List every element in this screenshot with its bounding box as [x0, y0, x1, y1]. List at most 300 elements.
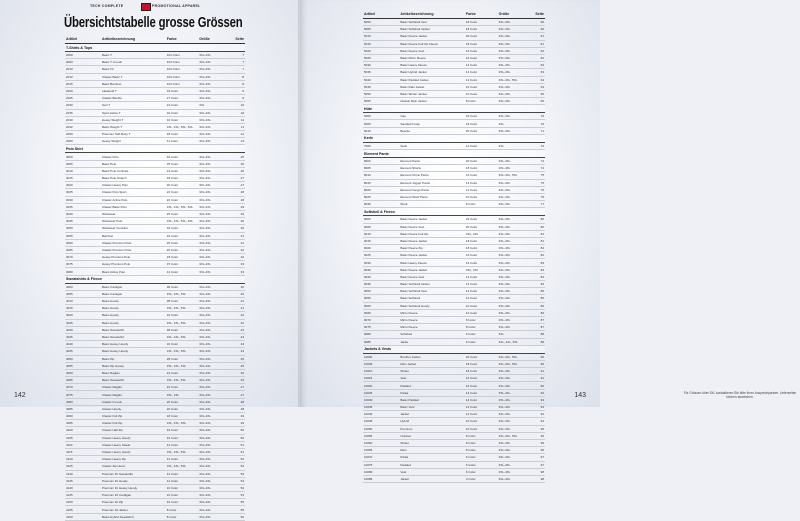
cell-size: 3XL-4XL: [198, 182, 227, 189]
col-header-page: Seite: [227, 35, 245, 44]
table-row: [363, 266, 545, 273]
cell-article: 3000: [65, 153, 101, 160]
cell-page: 42: [227, 312, 245, 319]
cell-page: 12: [227, 131, 245, 138]
table-row: [363, 252, 545, 259]
table-row: [65, 348, 245, 355]
cell-page: 56: [227, 513, 245, 520]
cell-color: 18 Color: [465, 360, 498, 367]
cell-page: 55: [227, 506, 245, 513]
cell-page: 50: [227, 434, 245, 441]
cell-article: 2060: [65, 138, 101, 145]
table-row: [65, 326, 245, 333]
cell-article: 3060: [65, 239, 101, 246]
table-row: [65, 153, 245, 160]
cell-page: 97: [527, 461, 545, 468]
table-row: [65, 333, 245, 340]
cell-description: Classic Hoody: [101, 405, 166, 412]
cell-page: 94: [527, 418, 545, 425]
cell-description: Basic Vest: [399, 404, 465, 411]
cell-color: 6 Color: [465, 331, 498, 338]
cell-article: 3020: [65, 182, 101, 189]
cell-color: 8 Color: [166, 513, 198, 520]
cell-size: 3XL-4XL: [498, 158, 527, 165]
section-header-row: [65, 145, 245, 153]
cell-page: 74: [527, 165, 545, 172]
table-row: [363, 432, 545, 439]
cell-size: 3XL: [498, 331, 527, 338]
cell-page: 7: [227, 52, 245, 59]
cell-article: 5005: [363, 26, 399, 33]
cell-color: 20 Color: [465, 158, 498, 165]
table-row: [65, 59, 245, 66]
table-row: [363, 47, 545, 54]
cell-article: 5035: [363, 69, 399, 76]
cell-description: Basic Heavy Fleece: [399, 259, 465, 266]
page-number-left: 142: [14, 392, 26, 399]
table-row: [65, 456, 245, 463]
cell-size: 3XL-4XL: [498, 259, 527, 266]
cell-article: 9065: [363, 309, 399, 316]
col-header-size: Größe: [498, 10, 527, 19]
cell-size: 3XL-4XL: [198, 116, 227, 123]
cell-size: 3XL-4XL: [498, 461, 527, 468]
cell-page: 62: [527, 47, 545, 54]
cell-description: Basic Sweatshirt: [101, 326, 166, 333]
cell-page: 96: [527, 439, 545, 446]
table-row: [363, 418, 545, 425]
cell-color: 20 Color: [465, 223, 498, 230]
cell-size: 3XL-4XL: [498, 230, 527, 237]
cell-page: 46: [227, 369, 245, 376]
cell-article: 4160: [65, 513, 101, 520]
table-row: [363, 90, 545, 97]
cell-article: 2003: [65, 59, 101, 66]
cell-page: 88: [527, 338, 545, 345]
cell-page: 75: [527, 172, 545, 179]
cell-size: 3XL: [498, 120, 527, 127]
table-row: [363, 76, 545, 83]
cell-page: 28: [227, 196, 245, 203]
cell-color: 3XL, 4XL, 5XL: [166, 305, 198, 312]
cell-page: 28: [227, 189, 245, 196]
cell-size: 3XL-4XL: [498, 266, 527, 273]
cell-description: Heavy Premium Polo: [101, 261, 166, 268]
cell-description: Workwear: [101, 210, 166, 217]
cell-color: 24 Color: [166, 369, 198, 376]
table-row: [65, 484, 245, 491]
table-row: [65, 102, 245, 109]
cell-size: 3XL-4XL: [498, 19, 527, 26]
cell-description: Work: [399, 201, 465, 208]
cell-color: 14 Color: [465, 389, 498, 396]
cell-description: Basic Winter Jacket: [399, 90, 465, 97]
cell-description: Basic Fleece Zip: [399, 245, 465, 252]
table-row: [65, 463, 245, 470]
table-row: [65, 377, 245, 384]
table-row: [363, 216, 545, 223]
cell-page: 65: [527, 98, 545, 105]
cell-article: 10060: [363, 439, 399, 446]
cell-description: Element Shorts: [399, 165, 465, 172]
cell-article: 10005: [363, 360, 399, 367]
cell-color: 6 Color: [465, 338, 498, 345]
table-row: [363, 142, 545, 149]
cell-color: 103 Color: [166, 59, 198, 66]
table-row: [363, 475, 545, 482]
cell-size: 3XL-4XL: [198, 290, 227, 297]
cell-page: 30: [227, 225, 245, 232]
table-row: [65, 513, 245, 520]
section-header-row: [65, 44, 245, 52]
table-row: [65, 427, 245, 434]
cell-article: 4075: [65, 391, 101, 398]
col-header-size: Größe: [198, 35, 227, 44]
cell-article: 9005: [363, 223, 399, 230]
cell-article: 8005: [363, 165, 399, 172]
table-row: [363, 62, 545, 69]
cell-size: 3XL: [498, 142, 527, 149]
cell-color: 3XL, 4XL, 5XL: [166, 420, 198, 427]
cell-description: Classic Full Zip: [101, 413, 166, 420]
section-title: T-Shirts & Tops: [65, 44, 245, 52]
cell-page: 87: [527, 316, 545, 323]
table-row: [65, 254, 245, 261]
cell-color: 20 Color: [465, 127, 498, 134]
cell-page: 50: [227, 427, 245, 434]
col-header-article: Artikel: [65, 35, 101, 44]
cell-size: 3XL-4XL: [198, 384, 227, 391]
cell-article: 5040: [363, 76, 399, 83]
cell-size: 3XL-4XL: [198, 210, 227, 217]
table-row: [363, 439, 545, 446]
cell-article: 2035: [65, 109, 101, 116]
cell-page: 41: [227, 305, 245, 312]
cell-page: 10: [227, 102, 245, 109]
section-header-row: [65, 275, 245, 283]
cell-page: 90: [527, 353, 545, 360]
cell-color: 18 Color: [166, 254, 198, 261]
cell-size: 3XL-4XL: [498, 468, 527, 475]
cell-color: 46 Color: [166, 153, 198, 160]
cell-size: 3XL-4XL: [498, 288, 527, 295]
section-header-row: [363, 105, 545, 113]
cell-page: 98: [527, 468, 545, 475]
cell-size: 3XL-4XL: [498, 26, 527, 33]
table-row: [65, 182, 245, 189]
cell-article: 2012: [65, 73, 101, 80]
table-row: [65, 312, 245, 319]
cell-description: Rain Jacket: [399, 360, 465, 367]
cell-description: Basic Fleece Full Zip Fleece: [399, 40, 465, 47]
cell-article: 4105: [65, 434, 101, 441]
cell-description: Classic Basic T: [101, 73, 166, 80]
cell-description: Classic Polo Sport: [101, 189, 166, 196]
cell-size: 3XL-4XL: [198, 441, 227, 448]
cell-page: 64: [527, 83, 545, 90]
cell-page: 33: [227, 268, 245, 275]
table-row: [65, 283, 245, 290]
section-header-row: [363, 208, 545, 216]
cell-page: 75: [527, 179, 545, 186]
cell-article: 10040: [363, 411, 399, 418]
cell-article: 3075: [65, 261, 101, 268]
cell-color: 32 Color: [166, 312, 198, 319]
cell-page: 71: [527, 127, 545, 134]
cell-description: Basic Polo Contrast: [101, 167, 166, 174]
cell-size: 3XL-4XL: [198, 232, 227, 239]
cell-page: 87: [527, 324, 545, 331]
cell-color: 18 Color: [465, 165, 498, 172]
cell-description: Softshell: [399, 331, 465, 338]
cell-page: 13: [227, 138, 245, 145]
cell-size: 3XL-4XL, 5XL: [498, 172, 527, 179]
cell-color: 3XL, 4XL, 5XL, 6XL: [166, 123, 198, 130]
cell-page: 76: [527, 186, 545, 193]
cell-description: Classic P-neck: [101, 398, 166, 405]
cell-article: 4010: [65, 298, 101, 305]
table-header-row: [363, 10, 545, 19]
cell-color: 16 Color: [465, 252, 498, 259]
table-row: [65, 477, 245, 484]
cell-size: 3XL-4XL: [498, 127, 527, 134]
cell-size: 3XL-4XL: [498, 186, 527, 193]
cell-size: 3XL-4XL: [198, 268, 227, 275]
cell-color: 16 Color: [465, 382, 498, 389]
cell-size: 3XL-4XL: [198, 377, 227, 384]
cell-page: 8: [227, 73, 245, 80]
cell-article: 8000: [363, 158, 399, 165]
cell-description: Heavy Weight T: [101, 116, 166, 123]
table-row: [65, 189, 245, 196]
cell-description: Premium Fit Jacket: [101, 506, 166, 513]
cell-article: 2000: [65, 52, 101, 59]
cell-color: 103 Color: [166, 52, 198, 59]
cell-color: 16 Color: [465, 172, 498, 179]
cell-color: 22 Color: [465, 216, 498, 223]
cell-description: Basic Polo Stretch: [101, 175, 166, 182]
cell-description: Classic Heavy Sweat: [101, 441, 166, 448]
cell-article: 4095: [65, 420, 101, 427]
table-row: [363, 230, 545, 237]
table-row: [65, 384, 245, 391]
cell-description: Premium Fit Heavy Hoody: [101, 484, 166, 491]
page-title: Übersichtstabelle grosse Grössen: [64, 15, 243, 31]
overview-table-left: [65, 35, 245, 521]
cell-page: 94: [527, 411, 545, 418]
cell-article: 2020: [65, 87, 101, 94]
cell-page: 70: [527, 120, 545, 127]
cell-size: 3XL-4XL: [198, 218, 227, 225]
cell-size: 3XL-4XL: [498, 237, 527, 244]
cell-color: 24 Color: [465, 113, 498, 120]
table-row: [363, 281, 545, 288]
table-row: [65, 290, 245, 297]
cell-size: 3XL-4XL: [498, 404, 527, 411]
cell-article: 4060: [65, 369, 101, 376]
cell-page: 83: [527, 259, 545, 266]
cell-description: Basic Fleece Vest: [399, 223, 465, 230]
table-row: [65, 210, 245, 217]
table-row: [363, 288, 545, 295]
cell-description: Basic Rain Jacket: [399, 83, 465, 90]
cell-color: 25 Color: [166, 210, 198, 217]
cell-size: 3XL-4XL, 5XL: [498, 353, 527, 360]
cell-description: Classic Half Zip: [101, 427, 166, 434]
cell-color: 20 Color: [465, 353, 498, 360]
cell-article: 2030: [65, 102, 101, 109]
cell-page: 64: [527, 76, 545, 83]
cell-description: Surf T: [101, 102, 166, 109]
cell-article: 10010: [363, 368, 399, 375]
cell-description: Basic Polo: [101, 160, 166, 167]
table-row: [363, 237, 545, 244]
cell-description: Basic T V-neck: [101, 59, 166, 66]
cell-size: 3XL-4XL: [198, 456, 227, 463]
cell-description: Basic Fleece Jacket: [399, 216, 465, 223]
cell-size: 3XL-4XL: [498, 411, 527, 418]
cell-size: 3XL-4XL: [198, 413, 227, 420]
cell-page: 7: [227, 59, 245, 66]
table-row: [363, 447, 545, 454]
table-row: [65, 239, 245, 246]
section-header-row: [363, 134, 545, 142]
cell-description: Classic Raglan: [101, 391, 166, 398]
cell-size: 3XL-4XL: [198, 196, 227, 203]
cell-article: 5020: [363, 47, 399, 54]
table-row: [65, 499, 245, 506]
cell-article: 9080: [363, 331, 399, 338]
cell-color: 3XL, 4XL: [465, 266, 498, 273]
cell-size: 3XL-4XL: [198, 513, 227, 520]
cell-description: Outdoor: [399, 432, 465, 439]
cell-page: 9: [227, 87, 245, 94]
cell-color: 38 Color: [166, 283, 198, 290]
cell-size: 3XL-4XL: [498, 425, 527, 432]
cell-color: 10 Color: [166, 484, 198, 491]
cell-page: 63: [527, 69, 545, 76]
cell-color: 103 Color: [166, 80, 198, 87]
cell-article: 2010: [65, 66, 101, 73]
cell-color: 103 Color: [166, 66, 198, 73]
cell-description: Element Cargo Pants: [399, 186, 465, 193]
cell-size: 3XL-4XL: [498, 375, 527, 382]
cell-article: 3010: [65, 167, 101, 174]
cell-color: 18 Color: [465, 368, 498, 375]
table-row: [65, 66, 245, 73]
left-page: [0, 0, 300, 519]
cell-article: 4045: [65, 348, 101, 355]
cell-article: 4120: [65, 456, 101, 463]
cell-description: Premium Fit Cardigan: [101, 492, 166, 499]
cell-page: 48: [227, 405, 245, 412]
cell-article: 4085: [65, 405, 101, 412]
cell-page: 25: [227, 153, 245, 160]
cell-color: 3XL, 4XL, 5XL, 6XL: [166, 218, 198, 225]
cell-color: 32 Color: [166, 109, 198, 116]
cell-color: 12 Color: [465, 295, 498, 302]
cell-size: 3XL-4XL: [498, 309, 527, 316]
table-row: [65, 87, 245, 94]
table-row: [65, 218, 245, 225]
cell-color: 6 Color: [465, 454, 498, 461]
cell-page: 91: [527, 368, 545, 375]
col-header-color: Farbe: [166, 35, 198, 44]
cell-description: Heavy Premium Polo: [101, 254, 166, 261]
cell-color: 12 Color: [465, 76, 498, 83]
cell-article: 2015: [65, 80, 101, 87]
cell-color: 10 Color: [166, 492, 198, 499]
cell-size: 3XL-4XL: [498, 165, 527, 172]
col-header-description: Artikelbezeichnung: [101, 35, 166, 44]
cell-color: 14 Color: [465, 281, 498, 288]
cell-page: 31: [227, 232, 245, 239]
cell-description: Basic Heavy Hoody: [101, 341, 166, 348]
cell-page: 26: [227, 160, 245, 167]
cell-description: Beanie: [399, 127, 465, 134]
cell-description: Classic Basic Polo: [101, 203, 166, 210]
cell-color: 18 Color: [465, 237, 498, 244]
cell-color: 16 Color: [465, 259, 498, 266]
cell-article: 10015: [363, 375, 399, 382]
cell-size: 3XL-4XL: [198, 80, 227, 87]
cell-size: 3XL-4XL: [498, 447, 527, 454]
cell-page: 70: [527, 113, 545, 120]
table-row: [363, 404, 545, 411]
cell-description: Micro Fleece: [399, 309, 465, 316]
cell-page: 32: [227, 254, 245, 261]
cell-description: Basic Weight T: [101, 123, 166, 130]
cell-color: 18 Color: [465, 40, 498, 47]
cell-size: 3XL-4XL: [198, 492, 227, 499]
cell-color: 12 Color: [465, 142, 498, 149]
cell-size: 3XL-4XL: [498, 439, 527, 446]
cell-page: 65: [527, 90, 545, 97]
footnote: Für Grössen über 5XL kontaktieren Sie bitte Ihren Ansprechpartner. Lieferzeiten können abweichen.: [683, 391, 797, 399]
table-row: [363, 425, 545, 432]
table-row: [65, 298, 245, 305]
cell-article: 8030: [363, 201, 399, 208]
cell-description: Element Work Pants: [399, 193, 465, 200]
table-row: [65, 167, 245, 174]
table-row: [363, 223, 545, 230]
cell-article: 9050: [363, 288, 399, 295]
cell-page: 9: [227, 95, 245, 102]
cell-description: Classic Heavy Polo: [101, 182, 166, 189]
cell-size: 3XL-4XL: [198, 499, 227, 506]
cell-color: 35 Color: [166, 160, 198, 167]
cell-size: 3XL-4XL: [498, 90, 527, 97]
cell-size: 3XL-4XL: [198, 463, 227, 470]
cell-page: 63: [527, 62, 545, 69]
cell-description: Basic Bamboo: [101, 80, 166, 87]
cell-page: 31: [227, 239, 245, 246]
cell-page: 54: [227, 492, 245, 499]
cell-color: 8 Color: [465, 316, 498, 323]
brand-left: TECH COMPLETE: [90, 4, 124, 8]
cell-page: 85: [527, 295, 545, 302]
table-row: [65, 355, 245, 362]
cell-description: Winter: [399, 439, 465, 446]
cell-size: 3XL-4XL: [198, 153, 227, 160]
cell-color: 20 Color: [166, 246, 198, 253]
page-number-right: 143: [574, 392, 586, 399]
table-row: [65, 413, 245, 420]
cell-page: 80: [527, 216, 545, 223]
cell-color: 8 Color: [465, 201, 498, 208]
cell-article: 8020: [363, 186, 399, 193]
cell-page: 52: [227, 463, 245, 470]
